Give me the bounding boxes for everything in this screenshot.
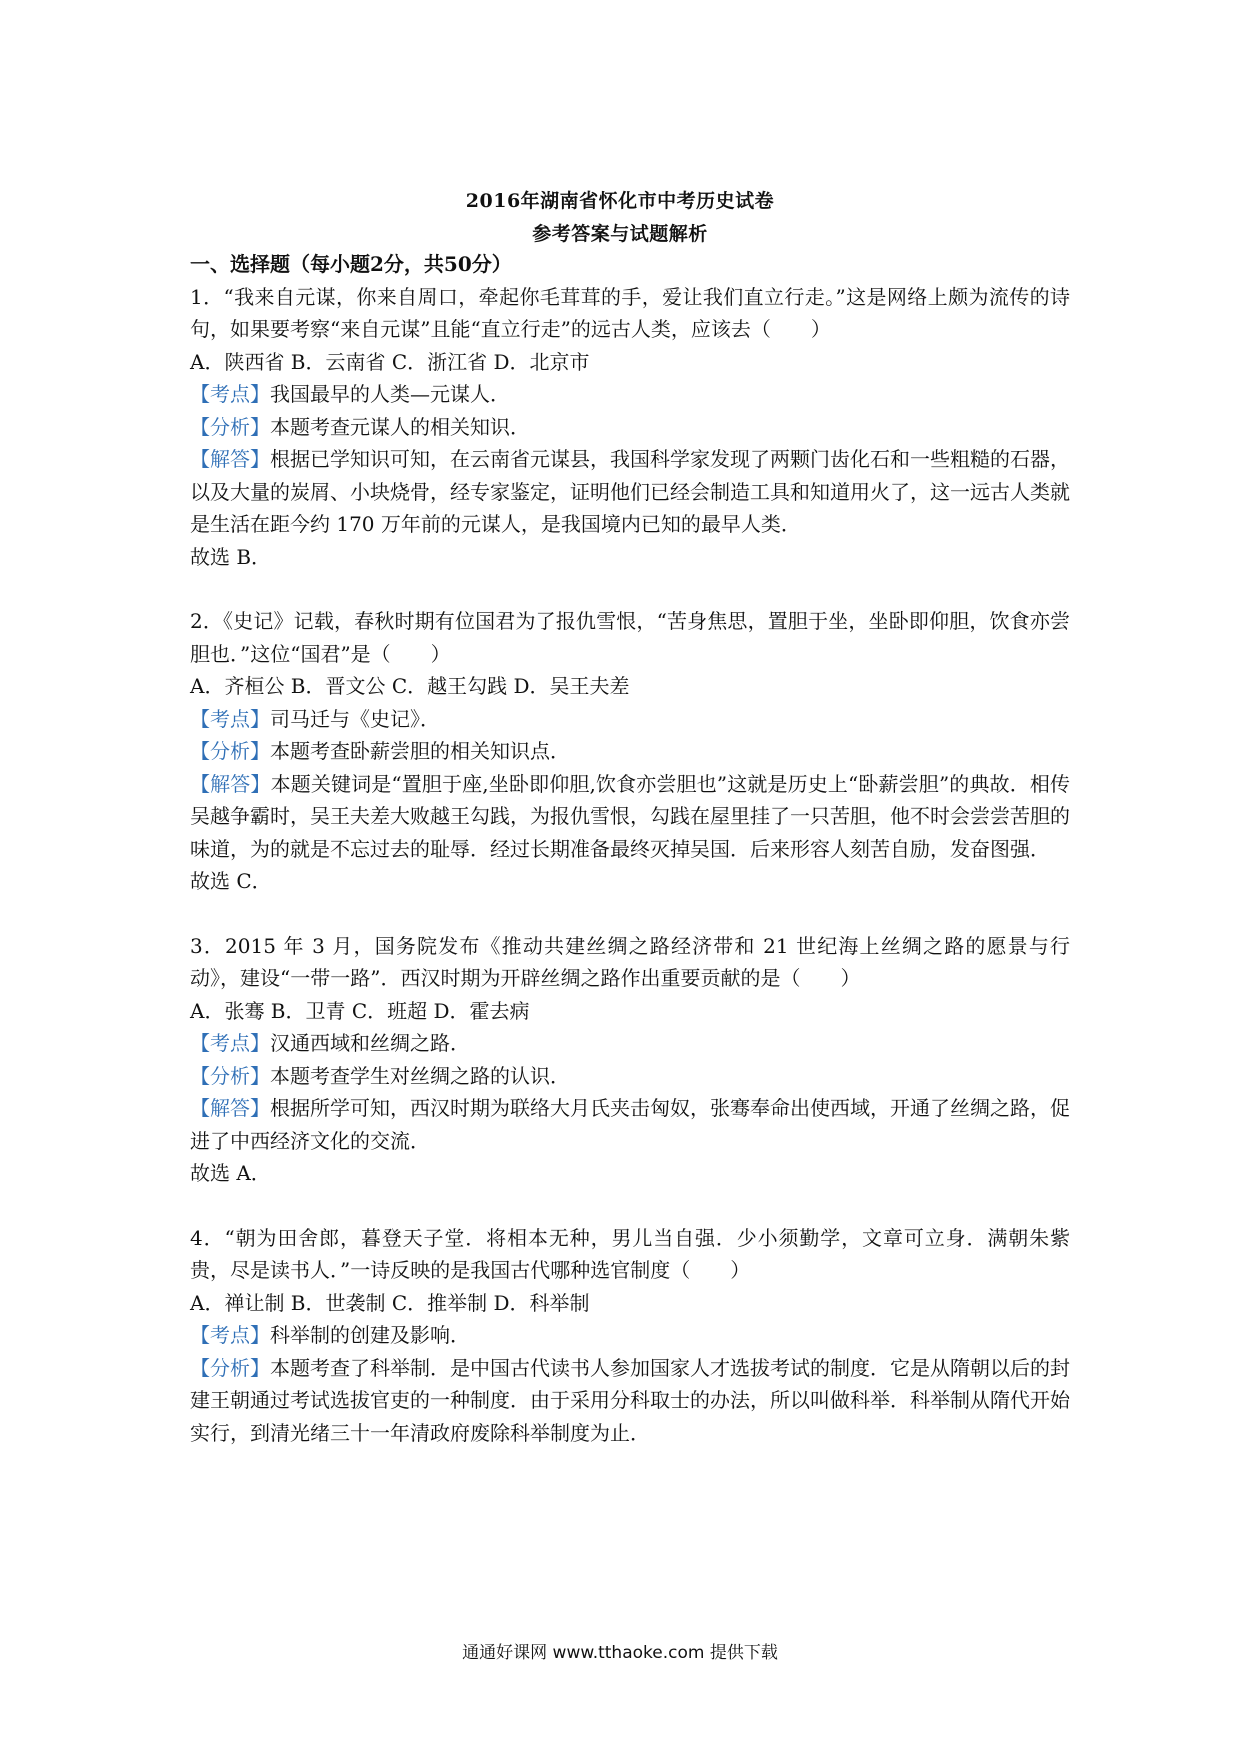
jieda-row: [190, 443, 1070, 541]
question-block: [190, 281, 1070, 574]
jieda-label: 【解答】: [190, 447, 270, 471]
question-options: A．禅让制 B．世袭制 C．推举制 D．科举制: [190, 1290, 590, 1315]
answer-line: 故选 C．: [190, 869, 272, 893]
question-stem: 4．“朝为田舍郎，暮登天子堂．将相本无种，男儿当自强．少小须勤学，文章可立身．满朝朱紫贵，尽是读书人．”一诗反映的是我国古代哪种选官制度（ ）: [190, 1225, 1070, 1282]
kaodian-row: [190, 378, 1070, 411]
fenxi-text: 本题考查元谋人的相关知识．: [270, 414, 530, 439]
jieda-row: [190, 768, 1070, 866]
question-block: [190, 1222, 1070, 1450]
fenxi-label: 【分析】: [190, 414, 270, 439]
question-options: A．陕西省 B．云南省 C．浙江省 D．北京市: [190, 349, 590, 374]
page-subtitle: 参考答案与试题解析: [532, 223, 708, 245]
kaodian-row: [190, 1319, 1070, 1352]
kaodian-text: 汉通西域和丝绸之路．: [270, 1031, 470, 1055]
jieda-label: 【解答】: [190, 771, 271, 796]
fenxi-label: 【分析】: [190, 1063, 270, 1088]
fenxi-row: [190, 735, 1070, 768]
jieda-text: 本题关键词是“置胆于座,坐卧即仰胆,饮食亦尝胆也”这就是历史上“卧薪尝胆”的典故．相传吴越争霸时，吴王夫差大败越王勾践，为报仇雪恨，勾践在屋里挂了一只苦胆，他不时会尝尝苦胆的味道，为的就是不忘过去的耻辱．经过长期准备最终灭掉吴国．后来形容人刻苦自励，发奋图强．: [190, 771, 1070, 861]
fenxi-label: 【分析】: [190, 739, 270, 763]
question-stem: 3．2015 年 3 月，国务院发布《推动共建丝绸之路经济带和 21 世纪海上丝绸之路的愿景与行动》，建设“一带一路”．西汉时期为开辟丝绸之路作出重要贡献的是（ ）: [190, 933, 1070, 990]
kaodian-label: 【考点】: [190, 706, 270, 731]
question-options: A．张骞 B．卫青 C．班超 D．霍去病: [190, 998, 530, 1023]
question-stem: 2．《史记》记载，春秋时期有位国君为了报仇雪恨，“苦身焦思，置胆于坐，坐卧即仰胆，饮食亦尝胆也．”这位“国君”是（ ）: [190, 609, 1070, 666]
fenxi-text: 本题考查卧薪尝胆的相关知识点．: [270, 739, 570, 763]
answer-line: 故选 B．: [190, 544, 272, 569]
jieda-row: [190, 1092, 1070, 1157]
kaodian-text: 司马迁与《史记》．: [270, 706, 440, 731]
fenxi-text: 本题考查了科举制．是中国古代读书人参加国家人才选拔考试的制度．它是从隋朝以后的封建王朝通过考试选拔官吏的一种制度．由于采用分科取士的办法，所以叫做科举．科举制从隋代开始实行，到清光绪三十一年清政府废除科举制度为止．: [190, 1355, 1070, 1445]
jieda-text: 根据所学可知，西汉时期为联络大月氏夹击匈奴，张骞奉命出使西域，开通了丝绸之路，促进了中西经济文化的交流．: [190, 1096, 1070, 1153]
fenxi-row: [190, 1352, 1070, 1450]
jieda-label: 【解答】: [190, 1096, 270, 1120]
question-stem: 1．“我来自元谋，你来自周口，牵起你毛茸茸的手，爱让我们直立行走。”这是网络上颇为流传的诗句，如果要考察“来自元谋”且能“直立行走”的远古人类，应该去（ ）: [190, 284, 1070, 341]
page-title: 2016年湖南省怀化市中考历史试卷: [465, 190, 775, 212]
kaodian-label: 【考点】: [190, 382, 270, 406]
fenxi-text: 本题考查学生对丝绸之路的认识．: [270, 1063, 570, 1088]
kaodian-label: 【考点】: [190, 1031, 270, 1055]
fenxi-row: [190, 1060, 1070, 1093]
section-heading: 一、选择题（每小题2分，共50分）: [190, 252, 512, 276]
fenxi-row: [190, 411, 1070, 444]
kaodian-row: [190, 703, 1070, 736]
page-footer: 通通好课网 www.tthaoke.com 提供下载: [462, 1643, 778, 1663]
kaodian-label: 【考点】: [190, 1323, 270, 1347]
fenxi-label: 【分析】: [190, 1355, 270, 1380]
answer-line: 故选 A．: [190, 1161, 271, 1185]
kaodian-row: [190, 1027, 1070, 1060]
question-options: A．齐桓公 B．晋文公 C．越王勾践 D．吴王夫差: [190, 674, 630, 698]
question-block: [190, 930, 1070, 1190]
kaodian-text: 科举制的创建及影响．: [270, 1323, 470, 1347]
kaodian-text: 我国最早的人类—元谋人．: [270, 382, 510, 406]
document-body: [190, 248, 1070, 1449]
jieda-text: 根据已学知识可知，在云南省元谋县，我国科学家发现了两颗门齿化石和一些粗糙的石器，以及大量的炭屑、小块烧骨，经专家鉴定，证明他们已经会制造工具和知道用火了，这一远古人类就是生活在距今约 170 万年前的元谋人，是我国境内已知的最早人类．: [190, 447, 1070, 536]
question-block: [190, 605, 1070, 898]
